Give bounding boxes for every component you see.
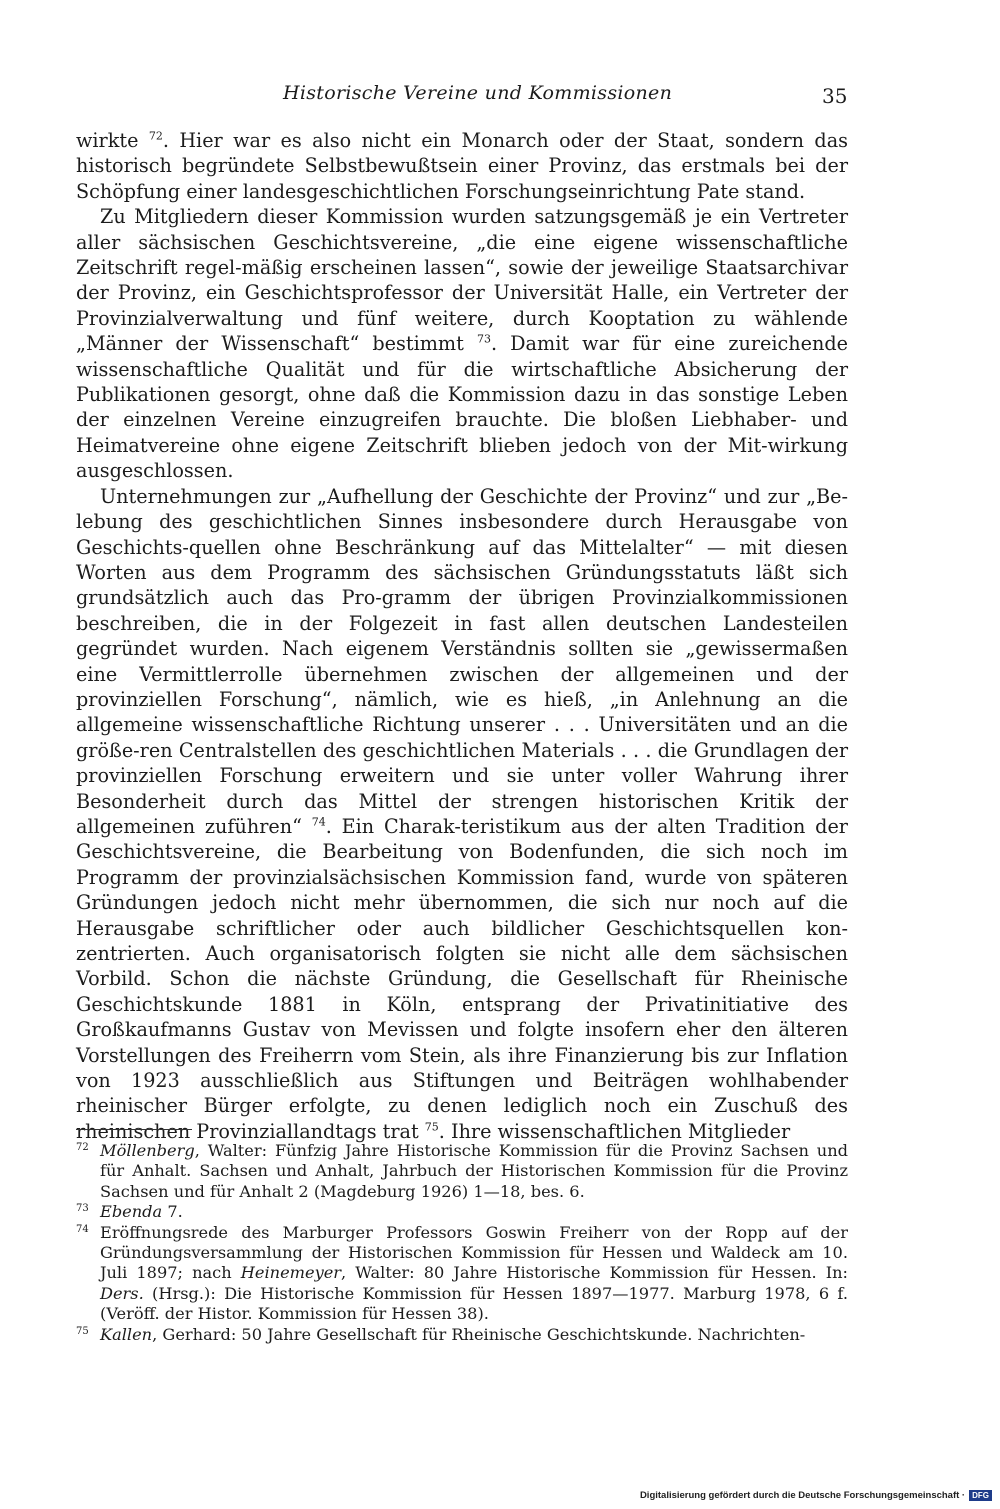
footnote xyxy=(76,1325,848,1345)
dfg-logo: DFG xyxy=(969,1490,992,1501)
paragraph xyxy=(76,204,848,483)
author-name: Heinemeyer xyxy=(240,1263,342,1283)
page-number: 35 xyxy=(822,84,848,108)
footnote xyxy=(76,1223,848,1325)
author-name: Kallen xyxy=(100,1324,153,1344)
text-run: . Ihre wissenschaftlichen Mitglieder xyxy=(438,1119,791,1143)
footnote-text xyxy=(100,1325,848,1345)
footnotes xyxy=(76,1141,848,1345)
footnote-text xyxy=(100,1202,848,1222)
running-title: Historische Vereine und Kommissionen xyxy=(283,82,673,104)
author-name: Ders. xyxy=(100,1283,144,1303)
credit-text: Digitalisierung gefördert durch die Deutsche Forschungsgemeinschaft · xyxy=(639,1490,966,1501)
footnote-separator xyxy=(76,1129,192,1130)
footnote-number: 75 xyxy=(76,1325,89,1337)
paragraph xyxy=(76,484,848,1145)
text-run: , Gerhard: 50 Jahre Gesellschaft für Rheinische Geschichtskunde. Nachrichten- xyxy=(152,1324,806,1344)
text-run: wirkte xyxy=(76,129,149,152)
footnote-number: 74 xyxy=(76,1223,89,1235)
author-name: Ebenda xyxy=(100,1202,163,1222)
digitization-credit xyxy=(640,1490,992,1501)
footnote-ref: 73 xyxy=(476,332,491,346)
text-run: . Hier war es also nicht ein Monarch oder der Staat, sondern das historisch begründete Selbstbewußtsein einer Provinz, das erstmals bei der Schöpfung einer landesgeschichtlichen Forschungseinrichtung Pate stand. xyxy=(76,129,848,203)
footnote-ref: 75 xyxy=(424,1120,439,1134)
text-run: 7. xyxy=(162,1202,183,1222)
text-run: . Damit war für eine zureichende wissenschaftliche Qualität und für die wirtschaftliche Absicherung der Publikationen gesorgt, ohne daß die Kommission dazu in das sonstige Leben der einzelnen Vereine einzugreifen brauchte. Die bloßen Liebhaber- und Heimatvereine ohne eigene Zeitschrift blieben jedoch von der Mit-wirkung ausgeschlossen. xyxy=(76,332,848,483)
text-run: Eröffnungsrede des Marburger Professors Goswin Freiherr von der Ropp auf der Gründungsversammlung der Historischen Kommission für Hessen und Waldeck am 10. Juli 1897; nach xyxy=(100,1222,848,1283)
footnote xyxy=(76,1202,848,1222)
text-run: . Ein Charak-teristikum aus der alten Tradition der Geschichtsvereine, die Bearbeitung von Bodenfunden, die sich noch im Programm der provinzialsächsischen Kommission fand, wurde von späteren Gründungen jedoch nicht mehr übernommen, die sich nur noch auf die Herausgabe schriftlicher oder auch bildlicher Geschichtsquellen kon-zentrierten. Auch organisatorisch folgten sie nicht alle dem sächsischen Vorbild. Schon die nächste Gründung, die Gesellschaft für Rheinische Geschichtskunde 1881 in Köln, entsprang der Privatinitiative des Großkaufmanns Gustav von Mevissen und folgte insofern eher den älteren Vorstellungen des Freiherrn vom Stein, als ihre Finanzierung bis zur Inflation von 1923 ausschließlich aus Stiftungen und Beiträgen wohlhabender rheinischer Bürger erfolgte, zu denen lediglich noch ein Zuschuß des rheinischen Provinziallandtags trat xyxy=(76,814,848,1143)
text-run: , Walter: Fünfzig Jahre Historische Kommission für die Provinz Sachsen und für Anhalt. Sachsen und Anhalt, Jahrbuch der Historischen Kommission für die Provinz Sachsen und für Anhalt 2 (Magdeburg 1926) 1—18, bes. 6. xyxy=(100,1141,848,1201)
main-text xyxy=(76,128,848,1144)
footnote-number: 72 xyxy=(76,1142,89,1153)
author-name: Möllenberg xyxy=(100,1141,195,1160)
paragraph xyxy=(76,128,848,204)
footnote-number: 73 xyxy=(76,1203,89,1215)
text-run: Zu Mitgliedern dieser Kommission wurden satzungsgemäß je ein Vertreter aller sächsischen Geschichtsvereine, „die eine eigene wissenschaftliche Zeitschrift regel-mäßig erscheinen lassen“, sowie der jeweilige Staatsarchivar der Provinz, ein Geschichtsprofessor der Universität Halle, ein Vertreter der Provinzialverwaltung und fünf weitere, durch Kooptation zu wählende „Männer der Wissenschaft“ bestimmt xyxy=(76,205,848,356)
footnote-text xyxy=(100,1141,848,1202)
footnote-ref: 72 xyxy=(148,129,163,143)
text-run: Unternehmungen zur „Aufhellung der Geschichte der Provinz“ und zur „Be-lebung des geschichtlichen Sinnes insbesondere durch Herausgabe von Geschichts-quellen ohne Beschränkung auf das Mittelalter“ — mit diesen Worten aus dem Programm des sächsischen Gründungsstatuts läßt sich grundsätzlich auch das Pro-gramm der übrigen Provinzialkommissionen beschreiben, die in der Folgezeit in fast allen deutschen Landesteilen gegründet wurden. Nach eigenem Verständnis sollten sie „gewissermaßen eine Vermittlerrolle übernehmen zwischen der allgemeinen und der provinziellen Forschung“, nämlich, wie es hieß, „in Anlehnung an die allgemeine wissenschaftliche Richtung unserer . . . Universitäten und an die größe-ren Centralstellen des geschichtlichen Materials . . . die Grundlagen der provinziellen Forschung erweitern und sie unter voller Wahrung ihrer Besonderheit durch das Mittel der strengen historischen Kritik der allgemeinen zuführen“ xyxy=(76,484,848,838)
text-run: , Walter: 80 Jahre Historische Kommission für Hessen. In: xyxy=(341,1263,848,1283)
footnote xyxy=(76,1141,848,1202)
footnote-ref: 74 xyxy=(311,815,326,829)
footnote-text xyxy=(100,1223,848,1325)
text-run: (Hrsg.): Die Historische Kommission für Hessen 1897—1977. Marburg 1978, 6 f. (Veröff. der Histor. Kommission für Hessen 38). xyxy=(100,1283,848,1324)
